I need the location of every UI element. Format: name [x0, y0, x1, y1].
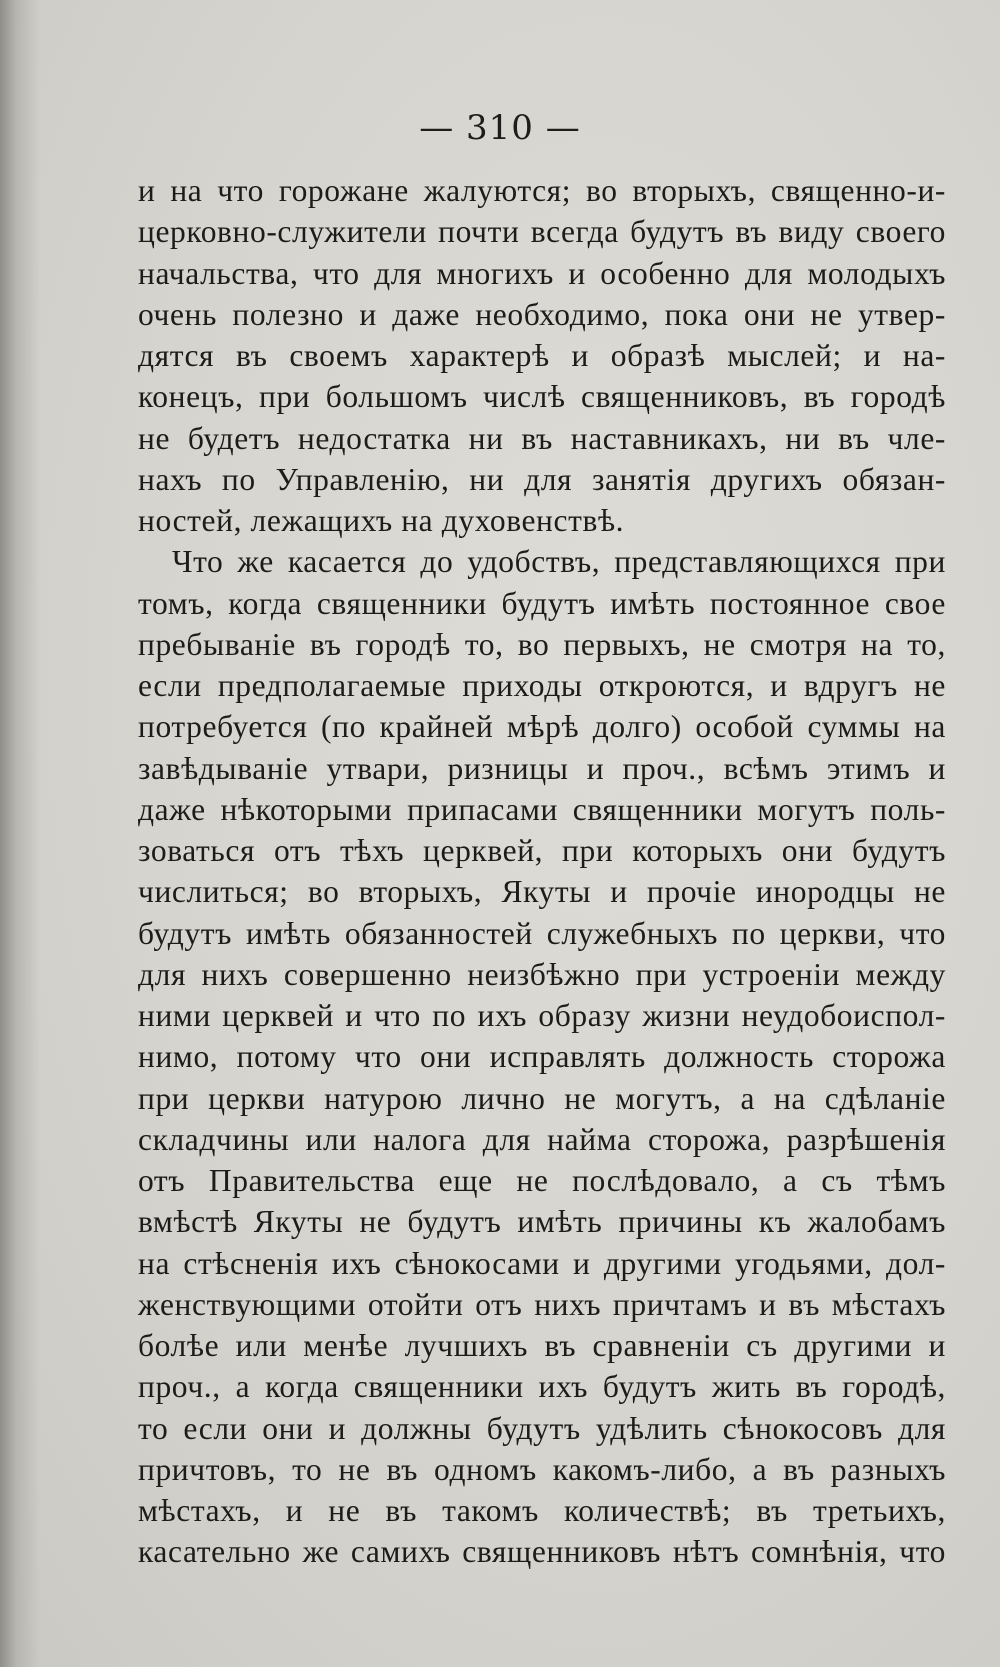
text-line: вмѣстѣ Якуты не будутъ имѣть причины къ жалобамъ: [138, 1204, 946, 1240]
text-line: нимо, потому что они исправлять должность сторожа: [138, 1039, 946, 1075]
body-text: [138, 170, 946, 1573]
text-line: потребуется (по крайней мѣрѣ долго) особой суммы на: [138, 709, 946, 745]
text-line: проч., а когда священники ихъ будутъ жить въ городѣ,: [138, 1369, 946, 1405]
text-line: дятся въ своемъ характерѣ и образѣ мыслей; и на-: [138, 338, 946, 373]
text-line: касательно же самихъ священниковъ нѣтъ сомнѣнія, что: [138, 1534, 946, 1570]
text-line: томъ, когда священники будутъ имѣть постоянное свое: [138, 585, 946, 621]
text-line: ними церквей и что по ихъ образу жизни неудобоиспол-: [138, 998, 946, 1033]
text-line: причтовъ, то не въ одномъ какомъ-либо, а въ разныхъ: [138, 1451, 946, 1487]
text-line: зоваться отъ тѣхъ церквей, при которыхъ они будутъ: [138, 833, 946, 868]
text-line: и на что горожане жалуются; во вторыхъ, священно-и-: [138, 173, 946, 208]
text-line: складчины или налога для найма сторожа, разрѣшенія: [138, 1121, 946, 1157]
paragraph-start-line: Что же касается до удобствъ, представляющихся при: [172, 544, 946, 580]
text-line: конецъ, при большомъ числѣ священниковъ, въ городѣ: [138, 379, 946, 415]
text-line: отъ Правительства еще не послѣдовало, а съ тѣмъ: [138, 1163, 946, 1198]
text-line: болѣе или менѣе лучшихъ въ сравненіи съ другими и: [138, 1328, 946, 1363]
text-line: если предполагаемые приходы откроются, и вдругъ не: [138, 668, 946, 703]
page-number: — 310 —: [419, 108, 581, 148]
text-line: то если они и должны будутъ удѣлить сѣнокосовъ для: [138, 1410, 946, 1446]
text-line: не будетъ недостатка ни въ наставникахъ, ни въ чле-: [138, 420, 946, 456]
text-line: на стѣсненія ихъ сѣнокосами и другими угодьями, дол-: [138, 1245, 946, 1281]
text-line: очень полезно и даже необходимо, пока они не утвер-: [138, 296, 946, 332]
text-line: для нихъ совершенно неизбѣжно при устроеніи между: [138, 956, 946, 992]
text-line: мѣстахъ, и не въ такомъ количествѣ; въ третьихъ,: [138, 1493, 946, 1528]
text-line: начальства, что для многихъ и особенно для молодыхъ: [138, 255, 946, 291]
text-line: церковно-служители почти всегда будутъ въ виду своего: [138, 214, 946, 250]
text-line: завѣдываніе утвари, ризницы и проч., всѣмъ этимъ и: [138, 750, 946, 786]
text-line: пребываніе въ городѣ то, во первыхъ, не смотря на то,: [138, 626, 946, 662]
text-line: даже нѣкоторыми припасами священники могутъ поль-: [138, 791, 946, 827]
text-line: числиться; во вторыхъ, Якуты и прочіе инородцы не: [138, 874, 946, 910]
paragraph-end-line: ностей, лежащихъ на духовенствѣ.: [138, 503, 625, 538]
text-line: при церкви натурою лично не могутъ, а на сдѣланіе: [138, 1080, 946, 1116]
page-edge-shadow: [0, 0, 40, 1667]
text-line: будутъ имѣть обязанностей служебныхъ по церкви, что: [138, 915, 946, 951]
text-line: нахъ по Управленію, ни для занятія другихъ обязан-: [138, 461, 946, 497]
text-line: женствующими отойти отъ нихъ причтамъ и въ мѣстахъ: [138, 1286, 946, 1322]
